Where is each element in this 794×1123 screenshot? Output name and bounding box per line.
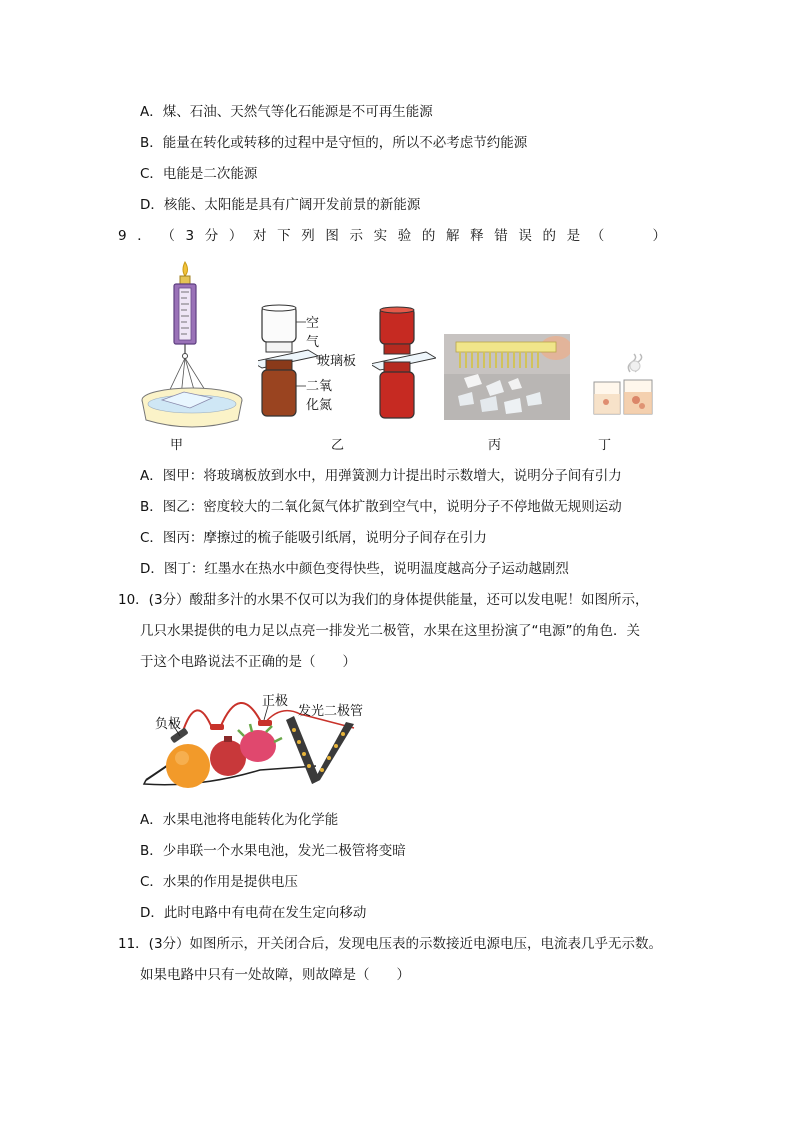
caption-ding: 丁 xyxy=(598,438,612,453)
figure-yi-mixed-bottles xyxy=(372,306,436,422)
label-glass-plate: 玻璃板 xyxy=(317,354,357,369)
caption-jia: 甲 xyxy=(170,438,184,453)
label-no2-2: 化氮 xyxy=(306,398,333,413)
label-no2-1: 二氧 xyxy=(306,379,333,394)
q10-stem-line-3: 于这个电路说法不正确的是（ ） xyxy=(140,654,356,670)
label-led: 发光二极管 xyxy=(298,704,364,719)
q9-option-a: A．图甲：将玻璃板放到水中，用弹簧测力计提出时示数增大，说明分子间有引力 xyxy=(140,468,622,484)
q9-stem: 9 ． （ 3 分 ） 对 下 列 图 示 实 验 的 解 释 错 误 的 是 （ ） xyxy=(118,228,666,244)
q8-option-c: C．电能是二次能源 xyxy=(140,166,258,182)
q9-option-c: C．图丙：摩擦过的梳子能吸引纸屑，说明分子间存在引力 xyxy=(140,530,487,546)
q8-option-a: A．煤、石油、天然气等化石能源是不可再生能源 xyxy=(140,104,433,120)
q11-stem-line-2: 如果电路中只有一处故障，则故障是（ ） xyxy=(140,967,410,983)
caption-yi: 乙 xyxy=(331,438,345,453)
caption-bing: 丙 xyxy=(488,438,502,453)
label-positive-pole: 正极 xyxy=(262,694,289,709)
q9-option-b: B．图乙：密度较大的二氧化氮气体扩散到空气中，说明分子不停地做无规则运动 xyxy=(140,499,622,515)
q11-stem-line-1: 11．(3分）如图所示，开关闭合后，发现电压表的示数接近电源电压，电流表几乎无示数。 xyxy=(118,936,663,952)
label-air-2: 气 xyxy=(306,335,320,350)
q10-option-c: C．水果的作用是提供电压 xyxy=(140,874,298,890)
label-negative-pole: 负极 xyxy=(155,717,182,732)
q9-option-d: D．图丁：红墨水在热水中颜色变得快些，说明温度越高分子运动越剧烈 xyxy=(140,561,569,577)
q10-stem-line-1: 10．(3分）酸甜多汁的水果不仅可以为我们的身体提供能量，还可以发电呢！如图所示， xyxy=(118,592,649,608)
figure-jia-spring-scale xyxy=(140,258,244,434)
q10-option-d: D．此时电路中有电荷在发生定向移动 xyxy=(140,905,367,921)
figure-ding-beakers xyxy=(588,352,658,422)
q10-stem-line-2: 几只水果提供的电力足以点亮一排发光二极管，水果在这里扮演了“电源”的角色．关 xyxy=(140,623,640,639)
q10-option-b: B．少串联一个水果电池，发光二极管将变暗 xyxy=(140,843,406,859)
q8-option-d: D．核能、太阳能是具有广阔开发前景的新能源 xyxy=(140,197,421,213)
figure-bing-comb-photo xyxy=(444,334,570,420)
q10-option-a: A．水果电池将电能转化为化学能 xyxy=(140,812,339,828)
label-air-1: 空 xyxy=(306,316,320,331)
q8-option-b: B．能量在转化或转移的过程中是守恒的，所以不必考虑节约能源 xyxy=(140,135,528,151)
